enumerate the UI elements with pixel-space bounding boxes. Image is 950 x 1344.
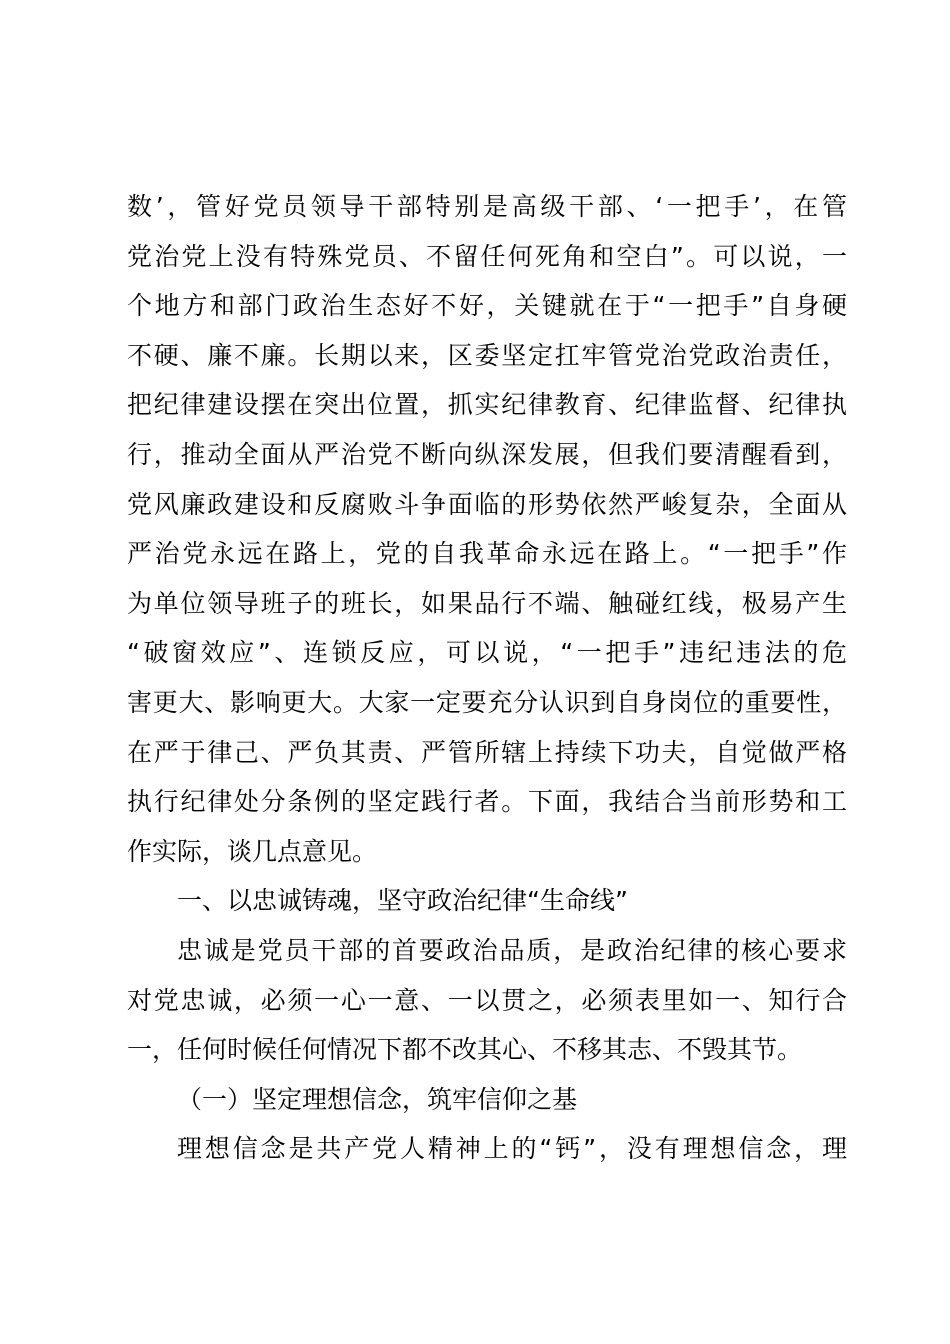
subsection-heading: （一）坚定理想信念，筑牢信仰之基: [177, 1084, 578, 1114]
text-line: 个地方和部门政治生态好不好，关键就在于“一把手”自身硬: [127, 291, 847, 321]
text-line: 数’，管好党员领导干部特别是高级干部、‘一把手’，在管: [127, 192, 847, 221]
text-line: 行，推动全面从严治党不断向纵深发展，但我们要清醒看到，: [127, 439, 847, 469]
section-heading: 一、以忠诚铸魂，坚守政治纪律“生命线”: [177, 886, 628, 916]
body-text: [127, 182, 847, 1174]
paragraph-first-line: 理想信念是共产党人精神上的“钙”，没有理想信念，理: [177, 1134, 847, 1164]
text-line: 对党忠诚，必须一心一意、一以贯之，必须表里如一、知行合: [127, 985, 847, 1015]
text-line: 一，任何时候任何情况下都不改其心、不移其志、不毁其节。: [127, 1035, 803, 1065]
text-line: 不硬、廉不廉。长期以来，区委坚定扛牢管党治党政治责任，: [127, 340, 847, 370]
text-line: 执行纪律处分条例的坚定践行者。下面，我结合当前形势和工: [127, 787, 847, 817]
text-line: 在严于律己、严负其责、严管所辖上持续下功夫，自觉做严格: [127, 737, 847, 767]
text-line: 害更大、影响更大。大家一定要充分认识到自身岗位的重要性，: [127, 687, 847, 717]
text-line: 作实际，谈几点意见。: [127, 836, 378, 866]
paragraph-first-line: 忠诚是党员干部的首要政治品质，是政治纪律的核心要求: [177, 935, 847, 965]
text-line: 党治党上没有特殊党员、不留任何死角和空白”。可以说，一: [127, 241, 847, 271]
text-line: 为单位领导班子的班长，如果品行不端、触碰红线，极易产生: [127, 588, 847, 618]
text-line: 严治党永远在路上，党的自我革命永远在路上。“一把手”作: [127, 539, 847, 569]
text-line: 把纪律建设摆在突出位置，抓实纪律教育、纪律监督、纪律执: [127, 390, 847, 420]
text-line: 党风廉政建设和反腐败斗争面临的形势依然严峻复杂，全面从: [127, 489, 847, 519]
text-line: “破窗效应”、连锁反应，可以说，“一把手”违纪违法的危: [127, 638, 847, 668]
